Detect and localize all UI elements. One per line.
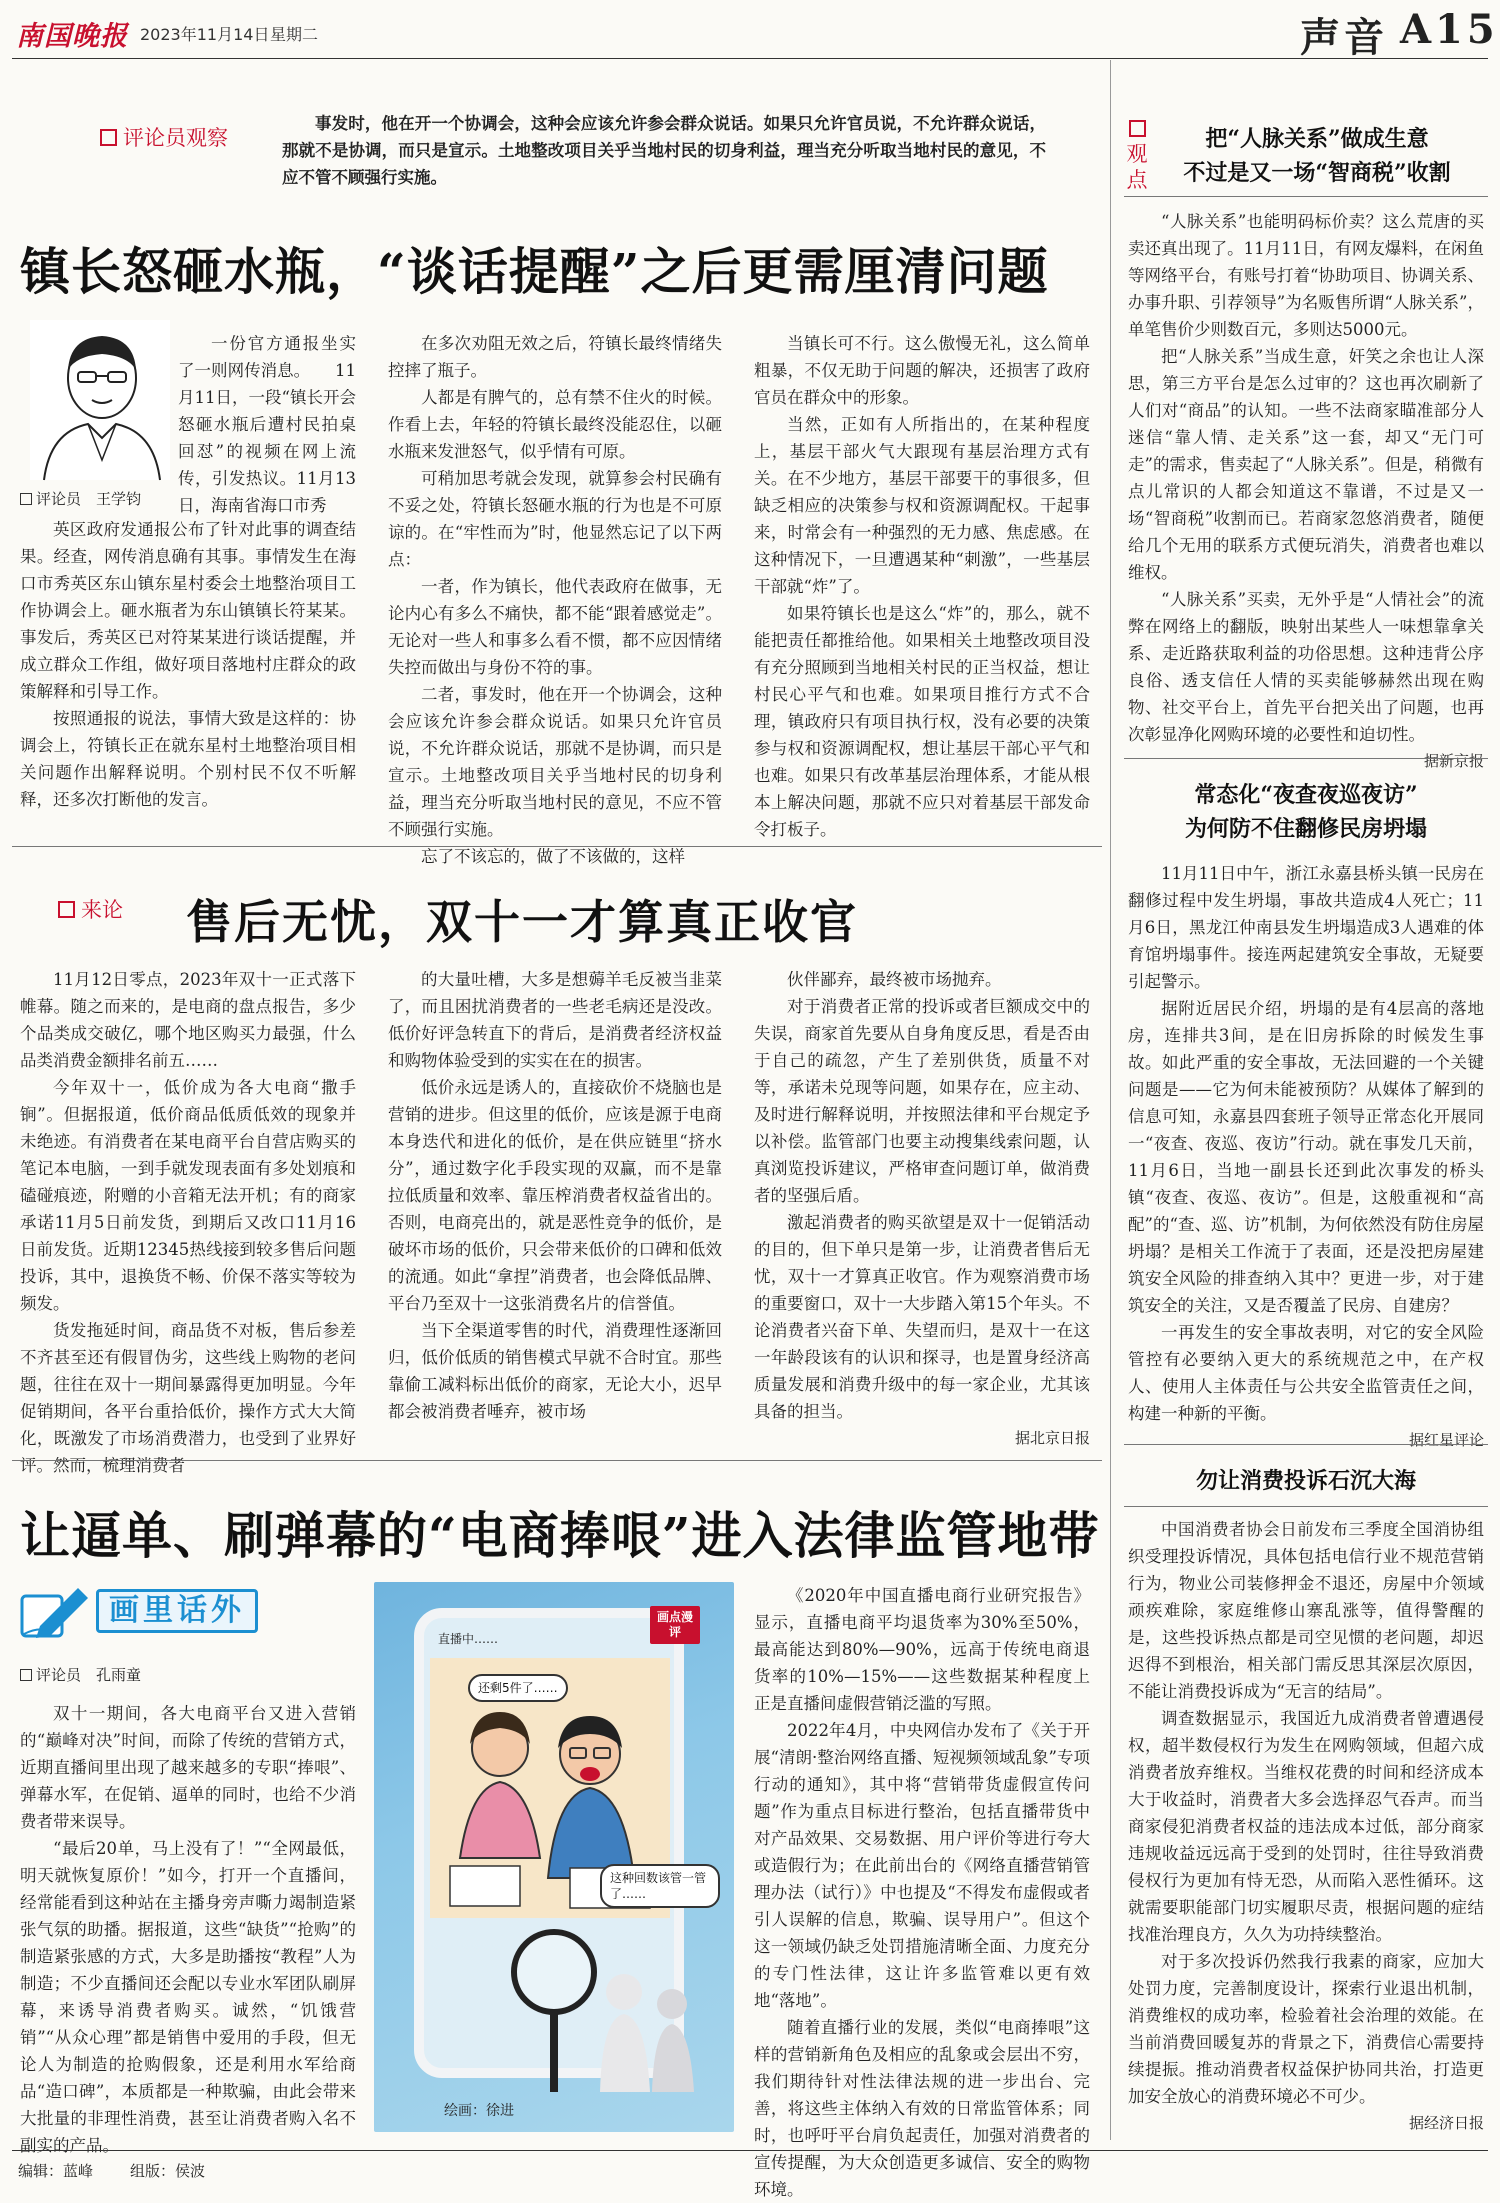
- byline-box-icon: [20, 1669, 32, 1681]
- tag-box-icon: [58, 901, 75, 918]
- section-tag-viewpoint: [1120, 120, 1154, 193]
- paragraph: 忘了不该忘的，做了不该做的，这样: [421, 847, 685, 866]
- side-rule: [1124, 1444, 1488, 1445]
- section-rule: [12, 846, 1102, 847]
- paragraph: 双十一期间，各大电商平台又进入营销的“巅峰对决”时间，而除了传统的营销方式，近期直播间里出现了越来越多的专职“捧哏”、弹幕水军，在促销、逼单的同时，也给不少消费者带来误导。: [20, 1704, 356, 1831]
- side2-title: [1124, 778, 1488, 846]
- paragraph: 当然，正如有人所指出的，在某种程度上，基层干部火气大跟现有基层治理方式有关。在不少地方，基层干部要干的事很多，但缺乏相应的决策参与权和资源调配权。干起事来，时常会有一种强烈的无力感、焦虑感。在这种情况下，一旦遭遇某种“刺激”，一些基层干部就“炸”了。: [754, 415, 1090, 596]
- editorial-cartoon: [374, 1582, 734, 2132]
- paragraph: 今年双十一，低价成为各大电商“撒手锏”。但据报道，低价商品低质低效的现象并未绝迹。有消费者在某电商平台自营店购买的笔记本电脑，一到手就发现表面有多处划痕和磕碰痕迹，附赠的小音箱无法开机；有的商家承诺11月5日前发货，到期后又改口11月16日前发货。近期12345热线接到较多售后问题投诉，其中，退换货不畅、价保不落实等较为频发。: [20, 1078, 356, 1313]
- article1-lead: 事发时，他在开一个协调会，这种会应该允许参会群众说话。如果只允许官员说，不允许群众说话，那就不是协调，而只是宣示。土地整改项目关乎当地村民的切身利益，理当充分听取当地村民的意见，不应不管不顾强行实施。: [282, 114, 1046, 187]
- masthead-rule: [12, 58, 1488, 59]
- paragraph: “最后20单，马上没有了！”“全网最低，明天就恢复原价！”如今，打开一个直播间，经常能看到这种站在主播身旁声嘶力竭制造紧张气氛的助播。据报道，这些“缺货”“抢购”的制造紧张感的方式，大多是助播按“教程”人为制造；不少直播间还会配以专业水军团队刷屏幕，来诱导消费者购买。诚然，“饥饿营销”“从众心理”都是销售中爱用的手段，但无论人为制造的抢购假象，还是利用水军给商品“造口碑”，本质都是一种欺骗，由此会带来大批量的非理性消费，甚至让消费者购入名不副实的产品。: [20, 1839, 356, 2155]
- paragraph: “人脉关系”买卖，无外乎是“人情社会”的流弊在网络上的翻版，映射出某些人一味想靠拿关系、走近路获取利益的功俗思想。这种违背公序良俗、透支信任人情的买卖能够赫然出现在购物、社交平台上，首先平台把关出了问题，也再次彰显净化网购环境的必要性和迫切性。: [1128, 590, 1484, 744]
- article3-col1: [20, 1700, 356, 2155]
- paragraph: “人脉关系”也能明码标价卖？这么荒唐的买卖还真出现了。11月11日，有网友爆料，在闲鱼等网络平台，有账号打着“协助项目、协调关系、办事升职、引荐领导”为名贩售所谓“人脉关系”，单笔售价少则数百元，多则达5000元。: [1128, 212, 1484, 339]
- pen-icon: [18, 1582, 96, 1640]
- paragraph: 可稍加思考就会发现，就算参会村民确有不妥之处，符镇长怒砸水瓶的行为也是不可原谅的。在“牢性而为”时，他显然忘记了以下两点：: [388, 469, 722, 569]
- source-credit: 据经济日报: [1408, 2114, 1484, 2132]
- paragraph: 激起消费者的购买欲望是双十一促销活动的目的，但下单只是第一步，让消费者售后无忧，双十一才算真正收官。作为观察消费市场的重要窗口，双十一大步踏入第15个年头。不论消费者兴奋下单、失望而归，是双十一在这一年龄段该有的认识和探寻，也是置身经济高质量发展和消费升级中的每一家企业，尤其该具备的担当。: [754, 1213, 1090, 1421]
- article3-byline: [20, 1664, 141, 1685]
- paragraph: 伙伴鄙弃，最终被市场抛弃。: [787, 970, 1002, 989]
- issue-weekday: 星期二: [270, 25, 319, 44]
- paragraph: 随着直播行业的发展，类似“电商捧哏”这样的营销新角色及相应的乱象或会层出不穷，我们期待针对性法律法规的进一步出台、完善，将这些主体纳入有效的日常监管体系；同时，也呼吁平台肩负起责任，加强对消费者的宣传提醒，为大众创造更多诚信、安全的购物环境。: [754, 2018, 1090, 2199]
- article1-col2: [388, 330, 722, 866]
- tag-label: 来论: [81, 898, 123, 922]
- paragraph: 中国消费者协会日前发布三季度全国消协组织受理投诉情况，具体包括电信行业不规范营销行为，物业公司装修押金不退还，房屋中介领域顽疾难除，家庭维修山寨乱涨等，值得警醒的是，这些投诉热点都是司空见惯的老问题，却迟迟得不到根治，相关部门需反思其深层次原因，不能让消费投诉成为“无言的结局”。: [1128, 1520, 1484, 1701]
- paragraph: 当下全渠道零售的时代，消费理性逐渐回归，低价低质的销售模式早就不合时宜。那些靠偷工减料标出低价的商家，无论大小，迟早都会被消费者唾弃，被市场: [388, 1321, 722, 1421]
- source-credit: 据北京日报: [1014, 1429, 1090, 1447]
- article2-title: 售后无忧，双十一才算真正收官: [186, 895, 858, 949]
- byline-text: 评论员 孔雨童: [36, 1666, 142, 1684]
- section-rule: [12, 1460, 1102, 1461]
- page-number: A15: [1400, 6, 1499, 53]
- section-tag-commentator: [100, 122, 228, 152]
- article3-title: 让逼单、刷弹幕的“电商捧哏”进入法律监管地带: [20, 1506, 1100, 1565]
- paragraph: 把“人脉关系”当成生意，奸笑之余也让人深思，第三方平台是怎么过审的？这也再次刷新了人们对“商品”的认知。一些不法商家瞄准部分人迷信“靠人情、走关系”这一套，却又“无门可走”的需求，售卖起了“人脉关系”。但是，稍微有点儿常识的人都会知道这不靠谱，不过是又一场“智商税”收割而已。若商家忽悠消费者，随便给几个无用的联系方式便玩消失，消费者也难以维权。: [1128, 347, 1484, 582]
- cartoon-phone-label: 直播中……: [438, 1632, 499, 1646]
- tag-box-icon: [100, 129, 117, 146]
- paragraph: 低价永远是诱人的，直接砍价不烧脑也是营销的进步。但这里的低价，应该是源于电商本身迭代和进化的低价，是在供应链里“挤水分”，通过数字化手段实现的双赢，而不是靠拉低质量和效率、靠压榨消费者权益省出的。否则，电商亮出的，就是恶性竞争的低价，是破坏市场的低价，只会带来低价的口碑和低效的流通。如此“拿捏”消费者，也会降低品牌、平台乃至双十一这张消费名片的信誉值。: [388, 1078, 722, 1313]
- side3-title: 勿让消费投诉石沉大海: [1195, 1468, 1416, 1494]
- paragraph: 一再发生的安全事故表明，对它的安全风险管控有必要纳入更大的系统规范之中，在产权人、使用人主体责任与公共安全监管责任之间，构建一种新的平衡。: [1128, 1323, 1484, 1423]
- title-line: 不过是又一场“智商税”收割: [1183, 160, 1451, 186]
- article2-col3: [754, 966, 1090, 1447]
- author-portrait: [30, 320, 170, 480]
- column-divider: [1110, 60, 1111, 2140]
- side1-title: [1150, 122, 1484, 190]
- paragraph: 英区政府发通报公布了针对此事的调查结果。经查，网传消息确有其事。事情发生在海口市秀英区东山镇东星村委会土地整治项目工作协调会上。砸水瓶者为东山镇镇长符某某。事发后，秀英区已对符某某进行谈话提醒，并成立群众工作组，做好项目落地村庄群众的政策解释和引导工作。: [20, 520, 356, 701]
- paragraph: 如果符镇长也是这么“炸”的，那么，就不能把责任都推给他。如果相关土地整改项目没有充分照顾到当地相关村民的正当权益，想让村民心平气和也难。如果项目推行方式不合理，镇政府只有项目执行权，没有必要的决策参与权和资源调配权，想让基层干部心平气和也难。如果只有改革基层治理体系，才能从根本上解决问题，那就不应只对着基层干部发命令打板子。: [754, 604, 1090, 839]
- tag-label: 观点: [1126, 142, 1148, 192]
- paragraph: 二者，事发时，他在开一个协调会，这种会应该允许参会群众说话。如果只允许官员说，不允许群众说话，那就不是协调，而只是宣示。土地整改项目关乎当地村民的切身利益，理当充分听取当地村民的意见，不应不管不顾强行实施。: [388, 685, 722, 839]
- section-name: 声音: [1300, 14, 1388, 61]
- huali-column-logo: [18, 1582, 258, 1640]
- paragraph: 按照通报的说法，事情大致是这样的：协调会上，符镇长正在就东星村土地整治项目相关问题作出解释说明。个别村民不仅不听解释，还多次打断他的发言。: [20, 709, 356, 809]
- paragraph: 2022年4月，中央网信办发布了《关于开展“清朗·整治网络直播、短视频领域乱象”专项行动的通知》，其中将“营销带货虚假宣传问题”作为重点目标进行整治，包括直播带货中对产品效果、交易数据、用户评价等进行夸大或造假行为；在此前出台的《网络直播营销管理办法（试行）》中也提及“不得发布虚假或者引人误解的信息，欺骗、误导用户”。但这个这一领域仍缺乏处罚措施清晰全面、力度充分的专门性法律，这让许多监管难以更有效地“落地”。: [754, 1721, 1090, 2010]
- magnifier-audience-icon: [504, 1922, 704, 2092]
- paragraph: 在多次劝阻无效之后，符镇长最终情绪失控摔了瓶子。: [388, 334, 722, 380]
- section-tag-opinion: [58, 894, 123, 924]
- article3-col2: [754, 1582, 1090, 2199]
- article1-col1-top: [178, 330, 356, 520]
- tag-label: 评论员观察: [123, 126, 228, 150]
- title-line: 把“人脉关系”做成生意: [1205, 126, 1429, 152]
- article1-col3: [754, 330, 1090, 839]
- title-line: 为何防不住翻修民房坍塌: [1184, 816, 1427, 842]
- issue-date: 2023年11月14日: [140, 25, 270, 44]
- paragraph: 11月12日零点，2023年双十一正式落下帷幕。随之而来的，是电商的盘点报告，多少个品类成交破亿，哪个地区购买力最强，什么品类消费金额排名前五……: [20, 970, 356, 1070]
- cartoon-caption: 绘画：徐进: [444, 2103, 514, 2119]
- footer-editor: 编辑：蓝峰: [18, 2162, 94, 2180]
- cartoon-bubble-countdown: 还剩5件了……: [468, 1674, 568, 1702]
- newspaper-logo: 南国晚报: [16, 21, 128, 52]
- paragraph: 货发拖延时间，商品货不对板，售后参差不齐甚至还有假冒伪劣，这些线上购物的老问题，往往在双十一期间暴露得更加明显。今年促销期间，各平台重拾低价，操作方式大大简化，既激发了市场消费潜力，也受到了业界好评。然而，梳理消费者: [20, 1321, 356, 1475]
- paragraph: 调查数据显示，我国近九成消费者曾遭遇侵权，超半数侵权行为发生在网购领域，但超六成消费者放弃维权。当维权花费的时间和经济成本大于收益时，消费者大多会选择忍气吞声。而当商家侵犯消费者权益的违法成本过低，部分商家违规收益远远高于受到的处罚时，往往导致消费侵权行为更加有恃无恐，从而陷入恶性循环。这就需要职能部门切实履职尽责，根据问题的症结找准治理良方，久久为功持续整治。: [1128, 1709, 1484, 1944]
- source-credit: 据新京报: [1423, 752, 1484, 770]
- side-rule: [1124, 196, 1488, 197]
- paragraph: 一者，作为镇长，他代表政府在做事，无论内心有多么不痛快，都不能“跟着感觉走”。无论对一些人和事多么看不惯，都不应因情绪失控而做出与身份不符的事。: [388, 577, 722, 677]
- side1-body: [1128, 208, 1484, 770]
- paragraph: 11月11日中午，浙江永嘉县桥头镇一民房在翻修过程中发生坍塌，事故共造成4人死亡；11月6日，黑龙江仲南县发生坍塌造成3人遇难的体育馆坍塌事件。接连两起建筑安全事故，无疑要引起警示。: [1128, 864, 1484, 991]
- side2-body: [1128, 860, 1484, 1460]
- cartoon-bubble-audience: 这种回数该管一管了……: [600, 1864, 720, 1908]
- article2-col2: [388, 966, 722, 1442]
- paragraph: 对于多次投诉仍然我行我素的商家，应加大处罚力度，完善制度设计，探索行业退出机制，消费维权的成功率，检验着社会治理的效能。在当前消费回暖复苏的背景之下，消费信心需要持续提振。推动消费者权益保护协同共治，打造更加安全放心的消费环境必不可少。: [1128, 1952, 1484, 2106]
- byline-text: 评论员 王学钧: [36, 490, 142, 508]
- footer-layout: 组版：侯波: [130, 2162, 206, 2180]
- paragraph: 《2020年中国直播电商行业研究报告》显示，直播电商平均退货率为30%至50%，最高能达到80%—90%，远高于传统电商退货率的10%—15%——这些数据某种程度上正是直播间虚假营销泛滥的写照。: [754, 1586, 1090, 1713]
- column-logo-text: 画里话外: [96, 1589, 258, 1633]
- byline-box-icon: [20, 493, 32, 505]
- cartoon-badge: 画点漫评: [650, 1606, 700, 1644]
- paragraph: 当镇长可不行。这么傲慢无礼，这么简单粗暴，不仅无助于问题的解决，还损害了政府官员在群众中的形象。: [754, 334, 1090, 407]
- paragraph: 对于消费者正常的投诉或者巨额成交中的失误，商家首先要从自身角度反思，看是否由于自己的疏忽，产生了差别供货，质量不对等，承诺未兑现等问题，如果存在，应主动、及时进行解释说明，并按照法律和平台规定予以补偿。监管部门也要主动搜集线索问题，认真浏览投诉建议，严格审查问题订单，做消费者的坚强后盾。: [754, 997, 1090, 1205]
- portrait-sketch-icon: [30, 320, 170, 480]
- article1-byline: [20, 488, 141, 509]
- article1-title: 镇长怒砸水瓶，“谈话提醒”之后更需厘清问题: [20, 242, 1049, 301]
- title-line: 常态化“夜查夜巡夜访”: [1194, 782, 1418, 808]
- footer-rule: [12, 2150, 1488, 2151]
- paragraph: 据附近居民介绍，坍塌的是有4层高的落地房，连排共3间，是在旧房拆除的时候发生事故。如此严重的安全事故，无法回避的一个关键问题是——它为何未能被预防？从媒体了解到的信息可知，永嘉县四套班子领导正常态化开展同一“夜查、夜巡、夜访”行动。就在事发几天前，11月6日，当地一副县长还到此次事发的桥头镇“夜查、夜巡、夜访”。但是，这般重视和“高配”的“查、巡、访”机制，为何依然没有防住房屋坍塌？是相关工作流于了表面，还是没把房屋建筑安全风险的排查纳入其中？更进一步，对于建筑安全的关注，又是否覆盖了民房、自建房？: [1128, 999, 1484, 1315]
- article1-col1-bottom: [20, 516, 356, 818]
- paragraph: 的大量吐槽，大多是想薅羊毛反被当韭菜了，而且困扰消费者的一些老毛病还是没改。低价好评急转直下的背后，是消费者经济权益和购物体验受到的实实在在的损害。: [388, 970, 722, 1070]
- paragraph: 人都是有脾气的，总有禁不住火的时候。作看上去，年轻的符镇长最终没能忍住，以砸水瓶来发泄怒气，似乎情有可原。: [388, 388, 722, 461]
- side-rule: [1124, 1506, 1488, 1507]
- side3-body: [1128, 1516, 1484, 2140]
- side-rule: [1124, 758, 1488, 759]
- paragraph: 一份官方通报坐实了一则网传消息。 11月11日，一段“镇长开会怒砸水瓶后遭村民拍桌回怼”的视频在网上流传，引发热议。11月13日，海南省海口市秀: [178, 334, 356, 515]
- article2-col1: [20, 966, 356, 1475]
- source-credit: 据红星评论: [1408, 1431, 1484, 1449]
- tag-box-icon: [1129, 120, 1146, 137]
